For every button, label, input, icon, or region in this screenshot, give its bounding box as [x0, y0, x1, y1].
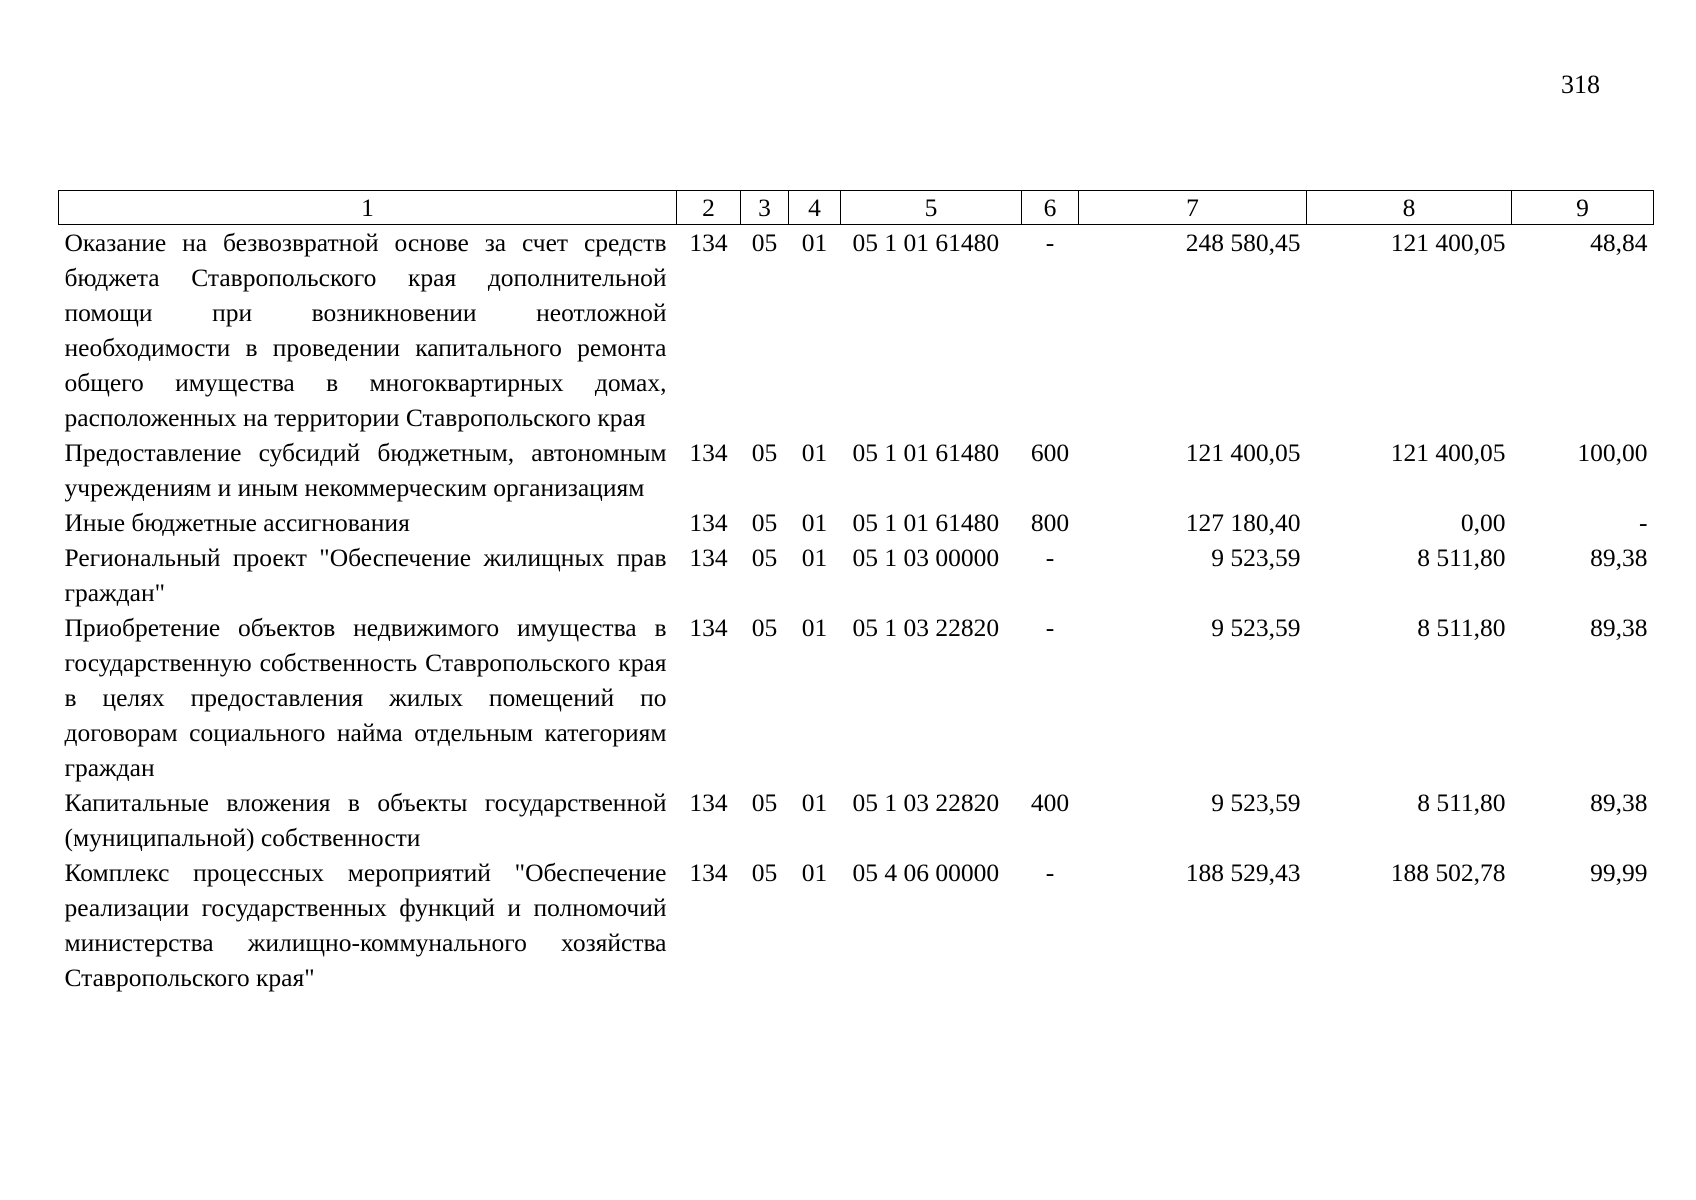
row-target-code: 05 1 03 22820 [852, 788, 1000, 817]
row-subsection-code: 01 [801, 508, 828, 537]
row-planned-amount: 9 523,59 [1211, 543, 1301, 572]
row-planned-amount: 9 523,59 [1211, 613, 1301, 642]
header-col-6: 6 [1022, 191, 1079, 225]
row-name: Капитальные вложения в объекты государственной (муниципальной) собственности [64, 788, 667, 852]
table-row [59, 540, 1654, 610]
table-row [59, 855, 1654, 995]
header-col-5: 5 [841, 191, 1022, 225]
row-ministry-code: 134 [689, 508, 728, 537]
table-row [59, 610, 1654, 785]
row-name: Комплекс процессных мероприятий "Обеспечение реализации государственных функций и полномочий министерства жилищно-коммунального хозяйства Ставропольского края" [64, 858, 667, 992]
row-ministry-code: 134 [689, 613, 728, 642]
row-percent: 100,00 [1577, 438, 1648, 467]
row-actual-amount: 8 511,80 [1417, 613, 1506, 642]
header-row [59, 191, 1654, 225]
row-subsection-code: 01 [801, 613, 828, 642]
row-expense-type: 600 [1030, 438, 1070, 467]
row-target-code: 05 1 03 00000 [852, 543, 1000, 572]
row-expense-type: - [1045, 613, 1055, 642]
row-planned-amount: 248 580,45 [1185, 228, 1301, 257]
row-ministry-code: 134 [689, 228, 728, 257]
row-percent: 48,84 [1590, 228, 1648, 257]
row-expense-type: 800 [1030, 508, 1070, 537]
row-ministry-code: 134 [689, 858, 728, 887]
row-expense-type: 400 [1030, 788, 1070, 817]
row-actual-amount: 8 511,80 [1417, 543, 1506, 572]
row-planned-amount: 9 523,59 [1211, 788, 1301, 817]
row-target-code: 05 1 01 61480 [852, 508, 1000, 537]
row-actual-amount: 8 511,80 [1417, 788, 1506, 817]
header-col-8: 8 [1307, 191, 1512, 225]
table-row [59, 435, 1654, 505]
row-planned-amount: 121 400,05 [1185, 438, 1301, 467]
row-percent: 89,38 [1590, 543, 1648, 572]
row-expense-type: - [1045, 543, 1055, 572]
table-body [59, 225, 1654, 996]
row-percent: - [1639, 508, 1648, 537]
row-percent: 99,99 [1590, 858, 1648, 887]
row-section-code: 05 [751, 228, 778, 257]
row-section-code: 05 [751, 438, 778, 467]
page-number: 318 [1561, 70, 1600, 99]
row-section-code: 05 [751, 858, 778, 887]
row-actual-amount: 188 502,78 [1390, 858, 1506, 887]
header-col-7: 7 [1079, 191, 1307, 225]
row-subsection-code: 01 [801, 543, 828, 572]
row-ministry-code: 134 [689, 543, 728, 572]
row-target-code: 05 1 03 22820 [852, 613, 1000, 642]
row-percent: 89,38 [1590, 788, 1648, 817]
row-name: Приобретение объектов недвижимого имущества в государственную собственность Ставропольского края в целях предоставления жилых помещений по договорам социального найма отдельным категориям граждан [64, 613, 667, 782]
header-col-1: 1 [59, 191, 677, 225]
row-name: Предоставление субсидий бюджетным, автономным учреждениям и иным некоммерческим организациям [64, 438, 667, 502]
row-ministry-code: 134 [689, 788, 728, 817]
table-row [59, 225, 1654, 436]
header-col-3: 3 [741, 191, 789, 225]
row-planned-amount: 188 529,43 [1185, 858, 1301, 887]
header-col-2: 2 [677, 191, 741, 225]
table-row [59, 505, 1654, 540]
header-col-9: 9 [1512, 191, 1654, 225]
table-row [59, 785, 1654, 855]
budget-table [58, 190, 1654, 995]
row-percent: 89,38 [1590, 613, 1648, 642]
row-name: Региональный проект "Обеспечение жилищных прав граждан" [64, 543, 667, 607]
row-section-code: 05 [751, 613, 778, 642]
row-subsection-code: 01 [801, 858, 828, 887]
row-target-code: 05 1 01 61480 [852, 438, 1000, 467]
row-ministry-code: 134 [689, 438, 728, 467]
row-subsection-code: 01 [801, 228, 828, 257]
header-col-4: 4 [789, 191, 841, 225]
row-actual-amount: 121 400,05 [1390, 228, 1506, 257]
row-name: Оказание на безвозвратной основе за счет средств бюджета Ставропольского края дополнительной помощи при возникновении неотложной необходимости в проведении капитального ремонта общего имущества в многоквартирных домах, расположенных на территории Ставропольского края [64, 228, 667, 432]
row-name: Иные бюджетные ассигнования [64, 508, 410, 537]
row-planned-amount: 127 180,40 [1185, 508, 1301, 537]
row-section-code: 05 [751, 508, 778, 537]
row-subsection-code: 01 [801, 438, 828, 467]
row-section-code: 05 [751, 543, 778, 572]
row-actual-amount: 121 400,05 [1390, 438, 1506, 467]
row-expense-type: - [1045, 228, 1055, 257]
row-actual-amount: 0,00 [1460, 508, 1506, 537]
row-target-code: 05 4 06 00000 [852, 858, 1000, 887]
row-section-code: 05 [751, 788, 778, 817]
row-subsection-code: 01 [801, 788, 828, 817]
row-target-code: 05 1 01 61480 [852, 228, 1000, 257]
table-header [59, 191, 1654, 225]
row-expense-type: - [1045, 858, 1055, 887]
